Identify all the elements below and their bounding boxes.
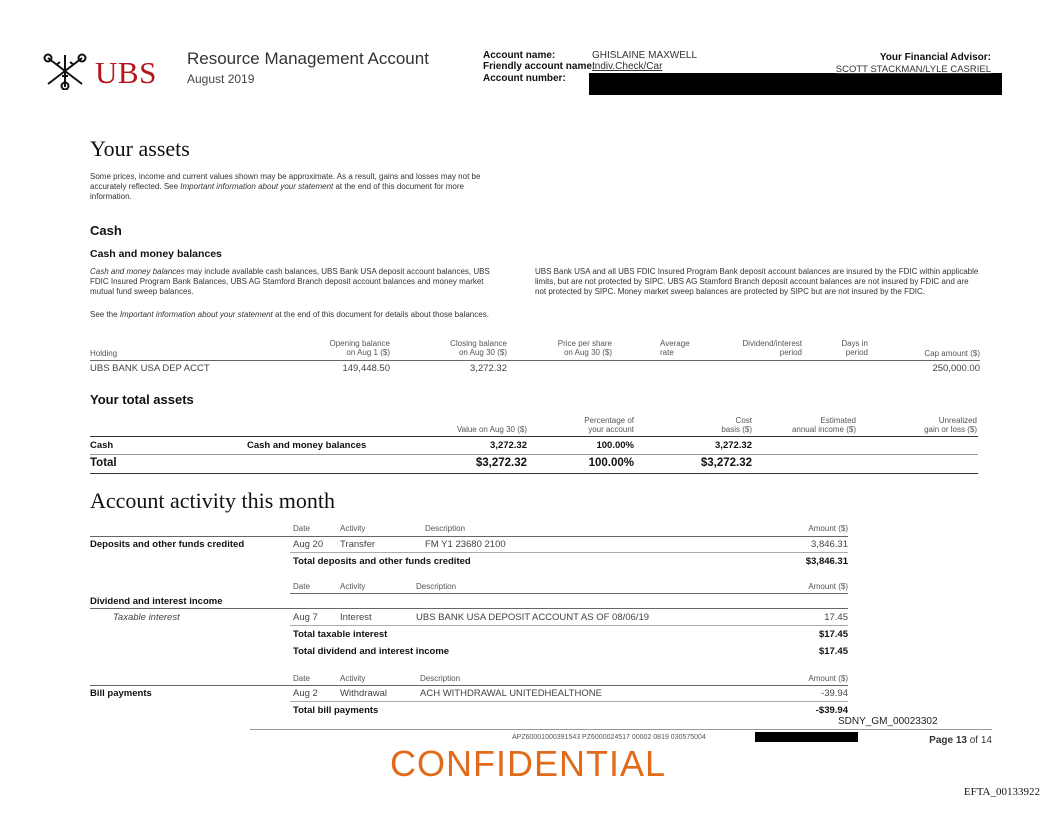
total-cost: $3,272.32 bbox=[700, 457, 752, 469]
col-unrealized: Unrealized gain or loss ($) bbox=[924, 416, 977, 434]
ubs-keys-logo-icon bbox=[42, 52, 88, 90]
bill-date: Aug 2 bbox=[293, 688, 318, 699]
col-average-rate: Average rate bbox=[660, 339, 690, 357]
page-indicator: Page 13 of 14 bbox=[929, 735, 992, 746]
total-assets-cash-label: Cash bbox=[90, 440, 114, 451]
dividend-amount: 17.45 bbox=[824, 612, 848, 623]
bills-total-amount: -$39.94 bbox=[815, 705, 848, 716]
bills-label: Bill payments bbox=[90, 688, 152, 699]
bills-rule bbox=[90, 685, 848, 686]
bills-total-label: Total bill payments bbox=[293, 705, 379, 716]
bill-amount: -39.94 bbox=[821, 688, 848, 699]
total-label: Total bbox=[90, 457, 117, 469]
holding-name: UBS BANK USA DEP ACCT bbox=[90, 363, 210, 374]
total-assets-cash-cost: 3,272.32 bbox=[715, 440, 752, 451]
col-amount: Amount ($) bbox=[808, 674, 848, 683]
ubs-wordmark: UBS bbox=[95, 55, 157, 90]
total-assets-cash-pct: 100.00% bbox=[596, 440, 634, 451]
col-days-in-period: Days in period bbox=[841, 339, 868, 357]
col-date: Date bbox=[293, 674, 310, 683]
deposit-date: Aug 20 bbox=[293, 539, 324, 550]
col-date: Date bbox=[293, 524, 310, 533]
deposit-activity: Transfer bbox=[340, 539, 376, 550]
col-description: Description bbox=[420, 674, 461, 683]
cash-note-right: UBS Bank USA and all UBS FDIC Insured Program Bank deposit account balances are insured by the FDIC within applicable limits, but are not protected by SIPC. UBS AG Stamford Branch deposit account balances are not insured by FDIC and are not protected by SIPC. Money market sweep balances are protected by SIPC but are not insured by the FDIC. bbox=[535, 267, 979, 296]
account-number-label: Account number: bbox=[483, 73, 566, 84]
col-activity: Activity bbox=[340, 582, 366, 591]
total-bottom-rule bbox=[90, 473, 978, 474]
bill-activity: Withdrawal bbox=[340, 688, 387, 699]
statement-title: Resource Management Account bbox=[187, 49, 429, 68]
dividends-header-rule bbox=[290, 593, 848, 594]
col-cap-amount: Cap amount ($) bbox=[924, 349, 980, 358]
taxable-interest-label: Taxable interest bbox=[113, 612, 180, 623]
account-name-label: Account name: bbox=[483, 50, 556, 61]
advisor-label: Your Financial Advisor: bbox=[879, 52, 991, 63]
col-description: Description bbox=[416, 582, 457, 591]
dividend-total-amount: $17.45 bbox=[818, 646, 848, 657]
dividend-description: UBS BANK USA DEPOSIT ACCOUNT AS OF 08/06/19 bbox=[416, 612, 650, 623]
col-opening-balance: Opening balance on Aug 1 ($) bbox=[329, 339, 390, 357]
col-value: Value on Aug 30 ($) bbox=[456, 425, 527, 434]
account-number-redaction bbox=[589, 73, 1002, 95]
cash-heading: Cash bbox=[90, 223, 122, 238]
total-row-rule bbox=[90, 454, 978, 455]
account-activity-title: Account activity this month bbox=[90, 488, 336, 513]
col-cost-basis: Cost basis ($) bbox=[721, 416, 752, 434]
friendly-name-label: Friendly account name: bbox=[483, 61, 596, 72]
bills-total-rule bbox=[290, 701, 848, 702]
deposit-amount: 3,846.31 bbox=[811, 539, 848, 550]
opening-balance-value: 149,448.50 bbox=[342, 363, 390, 374]
dividends-rule bbox=[90, 608, 848, 609]
important-info-reference: Important information about your statement bbox=[180, 182, 334, 191]
bates-number: SDNY_GM_00023302 bbox=[838, 716, 938, 727]
total-assets-cash-value: 3,272.32 bbox=[490, 440, 527, 451]
col-holding: Holding bbox=[90, 349, 118, 358]
cash-table-rule bbox=[90, 360, 980, 361]
deposits-label: Deposits and other funds credited bbox=[90, 539, 245, 550]
cap-amount-value: 250,000.00 bbox=[932, 363, 980, 374]
friendly-name-value: Indiv.Check/Car bbox=[592, 61, 663, 72]
col-activity: Activity bbox=[340, 524, 366, 533]
total-value: $3,272.32 bbox=[475, 457, 527, 469]
account-name-value: GHISLAINE MAXWELL bbox=[592, 50, 698, 61]
statement-period: August 2019 bbox=[187, 72, 255, 86]
dividend-date: Aug 7 bbox=[293, 612, 318, 623]
assets-intro: Some prices, income and current values shown may be approximate. As a result, gains and losses may not be accurately reflected. See Important information about your statement at the end of this document for more information. bbox=[90, 172, 481, 201]
col-date: Date bbox=[293, 582, 310, 591]
col-activity: Activity bbox=[340, 674, 366, 683]
deposit-description: FM Y1 23680 2100 bbox=[425, 539, 506, 550]
your-assets-title: Your assets bbox=[90, 136, 190, 161]
efta-stamp: EFTA_00133922 bbox=[963, 786, 1040, 798]
total-assets-rule bbox=[90, 436, 978, 437]
confidential-stamp: CONFIDENTIAL bbox=[389, 743, 667, 784]
col-amount: Amount ($) bbox=[808, 582, 848, 591]
col-amount: Amount ($) bbox=[808, 524, 848, 533]
dividend-activity: Interest bbox=[340, 612, 372, 623]
total-pct: 100.00% bbox=[588, 457, 634, 469]
col-estimated-income: Estimated annual income ($) bbox=[791, 416, 856, 434]
col-dividend-period: Dividend/interest period bbox=[742, 339, 802, 357]
dividends-label: Dividend and interest income bbox=[90, 596, 223, 607]
cash-note-left-2: See the Important information about your statement at the end of this document for details about those balances. bbox=[90, 310, 489, 319]
total-assets-heading: Your total assets bbox=[90, 392, 194, 407]
col-price-per-share: Price per share on Aug 30 ($) bbox=[557, 339, 612, 357]
document-reference-code: APZ60001000391543 PZ6000024517 00002 0819 030575004 bbox=[512, 734, 706, 741]
cash-money-balances-heading: Cash and money balances bbox=[90, 248, 222, 260]
taxable-total-amount: $17.45 bbox=[818, 629, 848, 640]
deposits-total-rule bbox=[290, 552, 848, 553]
footer-rule bbox=[250, 729, 992, 730]
bill-description: ACH WITHDRAWAL UNITEDHEALTHONE bbox=[420, 688, 602, 699]
deposits-total-amount: $3,846.31 bbox=[805, 556, 848, 567]
col-description: Description bbox=[425, 524, 466, 533]
reference-redaction bbox=[755, 732, 858, 742]
col-closing-balance: Closing balance on Aug 30 ($) bbox=[450, 339, 507, 357]
dividend-total-label: Total dividend and interest income bbox=[293, 646, 450, 657]
cash-note-left: Cash and money balances may include available cash balances, UBS Bank USA deposit account balances, UBS FDIC Insured Program Bank Balances, UBS AG Stamford Branch deposit account balances and money market mutual fund sweep balances. bbox=[90, 267, 490, 296]
taxable-total-rule bbox=[290, 625, 848, 626]
advisor-value: SCOTT STACKMAN/LYLE CASRIEL bbox=[835, 64, 991, 75]
taxable-total-label: Total taxable interest bbox=[293, 629, 388, 640]
col-percentage: Percentage of your account bbox=[584, 416, 634, 434]
closing-balance-value: 3,272.32 bbox=[470, 363, 507, 374]
total-assets-cash-sub: Cash and money balances bbox=[247, 440, 367, 451]
deposits-total-label: Total deposits and other funds credited bbox=[293, 556, 471, 567]
deposits-rule bbox=[90, 536, 848, 537]
